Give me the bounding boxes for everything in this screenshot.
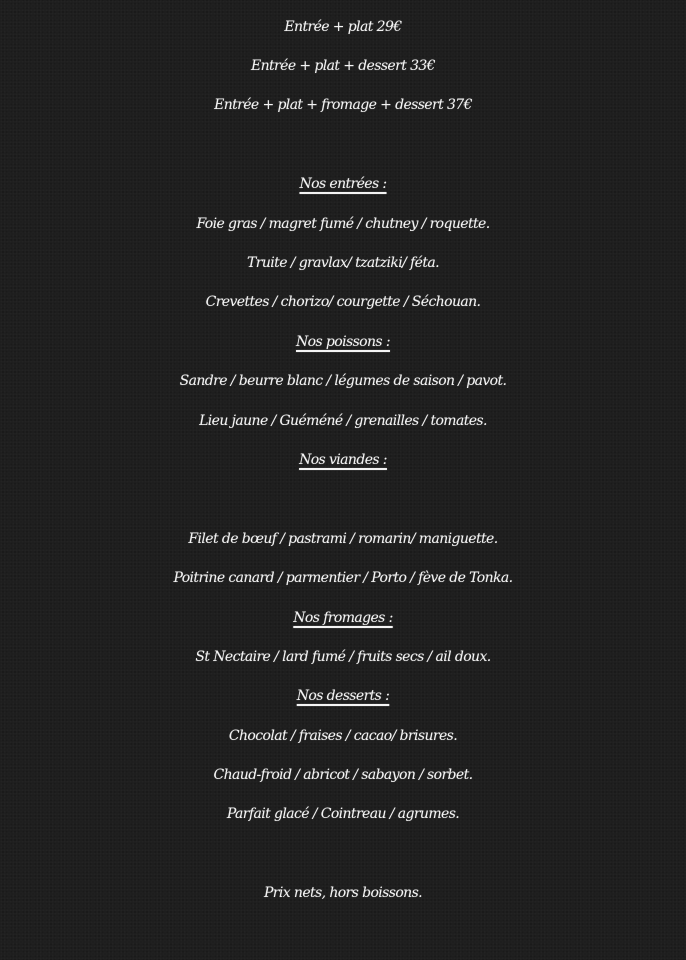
viande-item: Poitrine canard / parmentier / Porto / fève de Tonka. bbox=[173, 570, 513, 586]
section-heading-entrees: Nos entrées : bbox=[299, 176, 387, 192]
dessert-item: Parfait glacé / Cointreau / agrumes. bbox=[226, 806, 460, 822]
entree-item: Truite / gravlax/ tzatziki/ féta. bbox=[247, 255, 439, 271]
viande-item: Filet de bœuf / pastrami / romarin/ maniguette. bbox=[188, 531, 498, 547]
dessert-item: Chaud-froid / abricot / sabayon / sorbet. bbox=[213, 767, 473, 783]
poisson-item: Lieu jaune / Guéméné / grenailles / tomates. bbox=[199, 413, 487, 429]
section-heading-desserts: Nos desserts : bbox=[296, 688, 390, 704]
entree-item: Crevettes / chorizo/ courgette / Séchouan. bbox=[205, 294, 481, 310]
formula-full: Entrée + plat + fromage + dessert 37€ bbox=[214, 97, 472, 113]
formula-starter-main-dessert: Entrée + plat + dessert 33€ bbox=[251, 58, 435, 74]
section-heading-viandes: Nos viandes : bbox=[299, 452, 387, 468]
dessert-item: Chocolat / fraises / cacao/ brisures. bbox=[228, 728, 458, 744]
section-heading-fromages: Nos fromages : bbox=[293, 610, 393, 626]
entree-item: Foie gras / magret fumé / chutney / roquette. bbox=[196, 216, 490, 232]
poisson-item: Sandre / beurre blanc / légumes de saison / pavot. bbox=[179, 373, 507, 389]
section-heading-poissons: Nos poissons : bbox=[296, 334, 390, 350]
formula-starter-main: Entrée + plat 29€ bbox=[284, 19, 402, 35]
fromage-item: St Nectaire / lard fumé / fruits secs / ail doux. bbox=[195, 649, 491, 665]
price-note: Prix nets, hors boissons. bbox=[263, 885, 423, 901]
